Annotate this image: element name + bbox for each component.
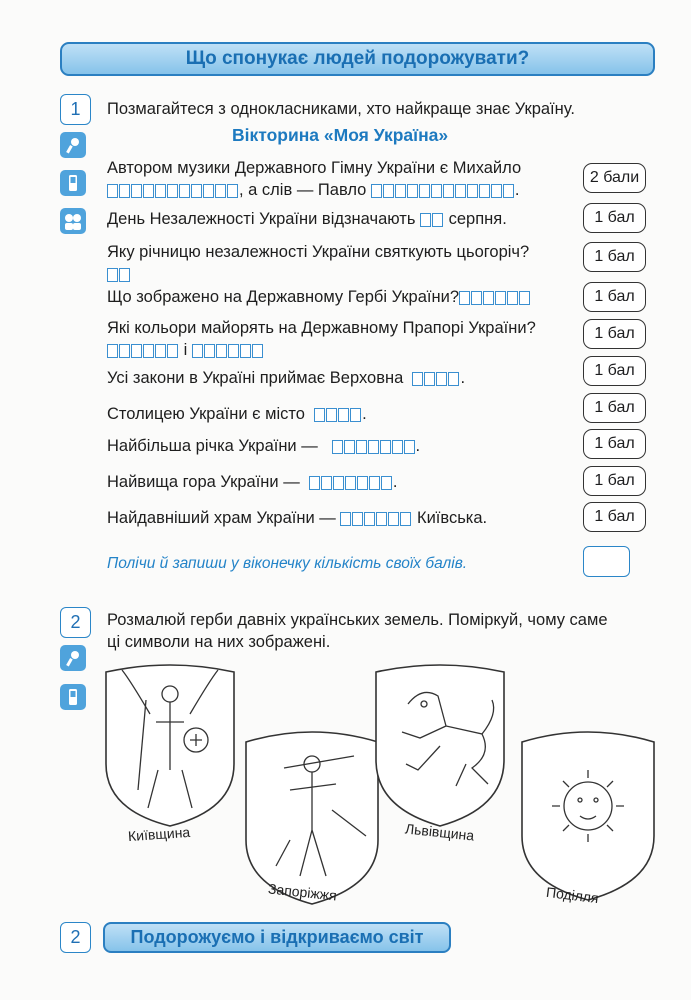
- caption-zaporizhzhia: Запоріжжя: [267, 880, 338, 904]
- question-8-text: Найбільша річка України —: [107, 437, 318, 455]
- question-6-start: Усі закони в Україні приймає Верховна: [107, 369, 404, 387]
- answer-cells-composer[interactable]: [107, 184, 239, 198]
- task-2-text-line-2: ці символи на них зображені.: [107, 633, 331, 651]
- points-box: 1 бал: [583, 466, 646, 496]
- lviv-coat-of-arms[interactable]: [376, 665, 504, 826]
- answer-cells-mountain[interactable]: [309, 476, 393, 490]
- question-10: [107, 508, 487, 528]
- question-1-line-2: [107, 180, 520, 200]
- phone-icon: [60, 684, 86, 710]
- points-box: 1 бал: [583, 319, 646, 349]
- points-box: 1 бал: [583, 242, 646, 272]
- question-5-and: і: [183, 341, 188, 359]
- points-box: 1 бал: [583, 502, 646, 532]
- answer-cells-temple[interactable]: [340, 512, 412, 526]
- points-box: 1 бал: [583, 429, 646, 459]
- question-2: [107, 209, 507, 229]
- points-box: 2 бали: [583, 163, 646, 193]
- question-7-text: Столицею України є місто: [107, 405, 305, 423]
- microphone-icon: [60, 132, 86, 158]
- task-1-number: 1: [60, 94, 91, 125]
- kyiv-coat-of-arms[interactable]: [106, 665, 234, 826]
- caption-lvivshchyna: Львівщина: [404, 820, 475, 844]
- question-9-end: .: [392, 473, 398, 491]
- question-6-end: .: [460, 369, 466, 387]
- question-6: [107, 368, 465, 388]
- answer-cells-emblem[interactable]: [459, 291, 531, 305]
- answer-cells-parliament[interactable]: [412, 372, 460, 386]
- question-1-end: .: [514, 181, 520, 199]
- question-9: [107, 472, 397, 492]
- coats-of-arms-illustration: [100, 660, 660, 920]
- phone-icon: [60, 170, 86, 196]
- total-score-box[interactable]: [583, 546, 630, 577]
- task-2-text-line-1: Розмалюй герби давніх українських земель. Поміркуй, чому саме: [107, 611, 608, 629]
- answer-cells-capital[interactable]: [314, 408, 362, 422]
- task-1-intro: Позмагайтеся з однокласниками, хто найкраще знає Україну.: [107, 100, 575, 118]
- podillia-coat-of-arms[interactable]: [522, 732, 654, 900]
- answer-cells-color-2[interactable]: [192, 344, 264, 358]
- pair-work-icon: [60, 208, 86, 234]
- question-1-mid: , а слів — Павло: [239, 181, 367, 199]
- caption-kyivshchyna: Київщина: [127, 823, 191, 845]
- question-7-end: .: [362, 405, 367, 423]
- points-box: 1 бал: [583, 282, 646, 312]
- question-5-answer: [107, 340, 264, 360]
- points-box: 1 бал: [583, 203, 646, 233]
- page-title: Що спонукає людей подорожувати?: [185, 48, 530, 69]
- question-5: Які кольори майорять на Державному Прапорі України?: [107, 319, 536, 337]
- question-8: [107, 436, 420, 456]
- question-2-start: День Незалежності України відзначають: [107, 210, 416, 228]
- zaporizhzhia-coat-of-arms[interactable]: [246, 732, 378, 904]
- scoring-note: Полічи й запиши у віконечку кількість своїх балів.: [107, 555, 468, 572]
- answer-cells-day[interactable]: [420, 213, 444, 227]
- question-1-line-1: Автором музики Державного Гімну України є Михайло: [107, 159, 522, 177]
- question-10-start: Найдавніший храм України —: [107, 509, 336, 527]
- task-2-number: 2: [60, 607, 91, 638]
- answer-cells-poet[interactable]: [371, 184, 515, 198]
- question-2-end: серпня.: [448, 210, 507, 228]
- points-box: 1 бал: [583, 356, 646, 386]
- points-box: 1 бал: [583, 393, 646, 423]
- answer-cells-river[interactable]: [332, 440, 416, 454]
- caption-podillia: Поділля: [545, 883, 600, 907]
- question-4-text: Що зображено на Державному Гербі України?: [107, 288, 459, 306]
- page-title-bar: [60, 42, 655, 76]
- answer-cells-anniversary[interactable]: [107, 268, 131, 282]
- question-7: [107, 404, 367, 424]
- question-3-answer: [107, 264, 131, 284]
- footer-title: Подорожуємо і відкриваємо світ: [103, 922, 451, 953]
- question-3: Яку річницю незалежності України святкують цьогоріч?: [107, 243, 530, 261]
- page-number: 2: [60, 922, 91, 953]
- question-10-end: Київська.: [416, 509, 488, 527]
- answer-cells-color-1[interactable]: [107, 344, 179, 358]
- question-4: [107, 287, 531, 307]
- question-9-text: Найвища гора України —: [107, 473, 300, 491]
- microphone-icon: [60, 645, 86, 671]
- quiz-title: Вікторина «Моя Україна»: [232, 125, 449, 145]
- question-8-end: .: [415, 437, 421, 455]
